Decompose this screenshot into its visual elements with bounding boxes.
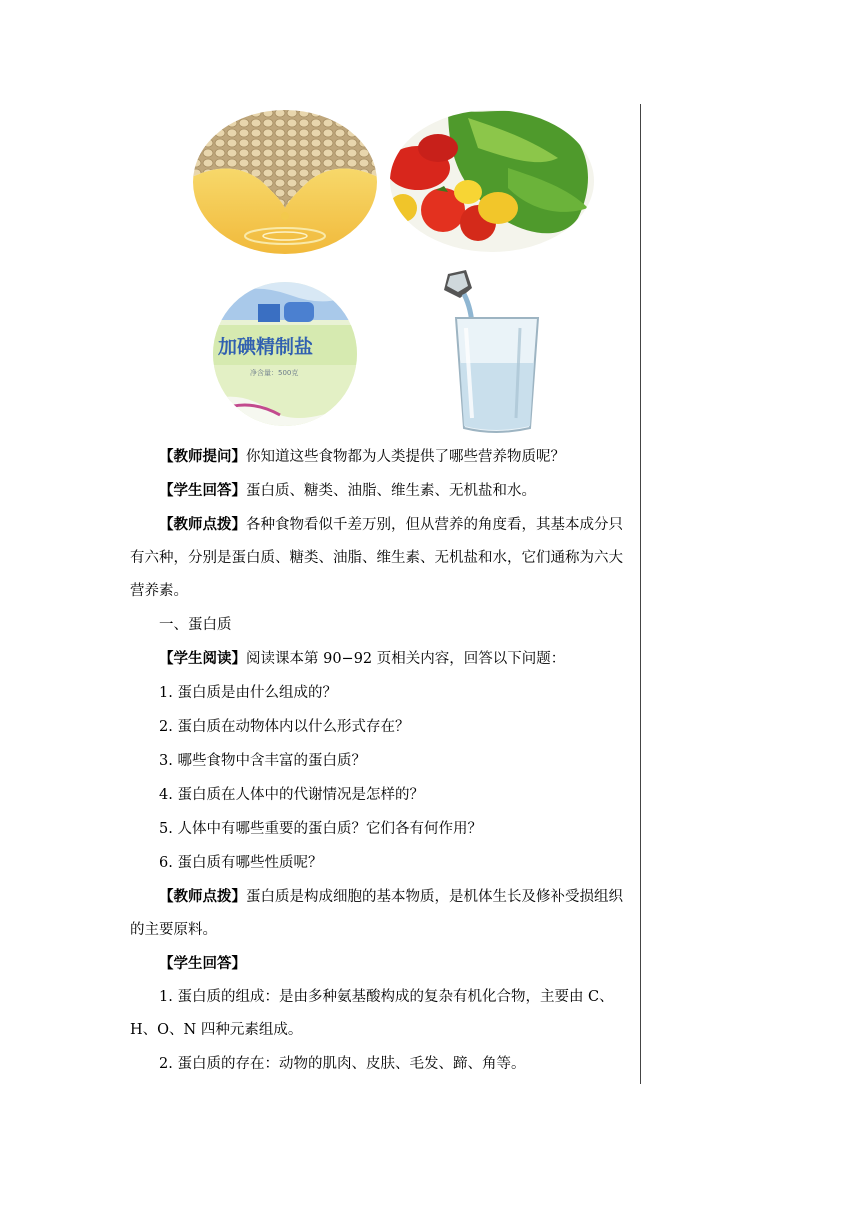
- text-teacher-question: 你知道这些食物都为人类提供了哪些营养物质呢？: [246, 449, 565, 465]
- text-question-6: 6. 蛋白质有哪些性质呢？: [159, 855, 323, 871]
- text-student-answer: 蛋白质、糖类、油脂、维生素、无机盐和水。: [246, 483, 536, 499]
- label-teacher-guidance: 【教师点拨】: [159, 516, 246, 533]
- student-answer-1: [130, 474, 635, 508]
- label-student-answer-2: 【学生回答】: [159, 955, 246, 972]
- text-answer-1: 1. 蛋白质的组成：是由多种氨基酸构成的复杂有机化合物，主要由 C、H、O、N 四种元素组成。: [130, 989, 614, 1038]
- label-student-answer: 【学生回答】: [159, 482, 246, 499]
- text-answer-2: 2. 蛋白质的存在：动物的肌肉、皮肤、毛发、蹄、角等。: [159, 1056, 526, 1072]
- text-teacher-guidance-2: 蛋白质是构成细胞的基本物质，是机体生长及修补受损组织的主要原料。: [130, 889, 623, 938]
- soybean-oil-image: [190, 108, 380, 256]
- answer-1: [130, 981, 635, 1047]
- text-section-heading: 一、蛋白质: [159, 617, 232, 633]
- label-teacher-guidance-2: 【教师点拨】: [159, 888, 246, 905]
- page-margin-line: [640, 104, 641, 1084]
- question-1: [130, 676, 635, 710]
- teacher-guidance-2: [130, 880, 635, 947]
- question-4: [130, 778, 635, 812]
- question-5: [130, 812, 635, 846]
- text-question-2: 2. 蛋白质在动物体内以什么形式存在？: [159, 719, 410, 735]
- teacher-guidance-1: [130, 508, 635, 608]
- question-6: [130, 846, 635, 880]
- label-teacher-question: 【教师提问】: [159, 448, 246, 465]
- text-question-4: 4. 蛋白质在人体中的代谢情况是怎样的？: [159, 787, 424, 803]
- water-glass-image: [430, 268, 540, 436]
- answer-2: [130, 1047, 635, 1081]
- text-question-3: 3. 哪些食物中含丰富的蛋白质？: [159, 753, 366, 769]
- question-3: [130, 744, 635, 778]
- student-answer-2: [130, 947, 635, 981]
- salt-bag-image: [210, 280, 360, 428]
- question-2: [130, 710, 635, 744]
- label-student-reading: 【学生阅读】: [159, 650, 246, 667]
- teacher-question: [130, 440, 635, 474]
- text-student-reading: 阅读课本第 90−92 页相关内容，回答以下问题：: [246, 651, 566, 667]
- section-heading-protein: [130, 608, 635, 642]
- text-question-5: 5. 人体中有哪些重要的蛋白质？它们各有何作用？: [159, 821, 482, 837]
- salt-bag-net-content: 净含量：500克: [250, 369, 299, 377]
- student-reading: [130, 642, 635, 676]
- text-question-1: 1. 蛋白质是由什么组成的？: [159, 685, 337, 701]
- vegetables-image: [388, 108, 596, 254]
- text-teacher-guidance: 各种食物看似千差万别，但从营养的角度看，其基本成分只有六种，分别是蛋白质、糖类、油脂、维生素、无机盐和水，它们通称为六大营养素。: [130, 517, 623, 599]
- salt-bag-label: 加碘精制盐: [218, 336, 314, 358]
- lesson-text: [130, 440, 635, 1081]
